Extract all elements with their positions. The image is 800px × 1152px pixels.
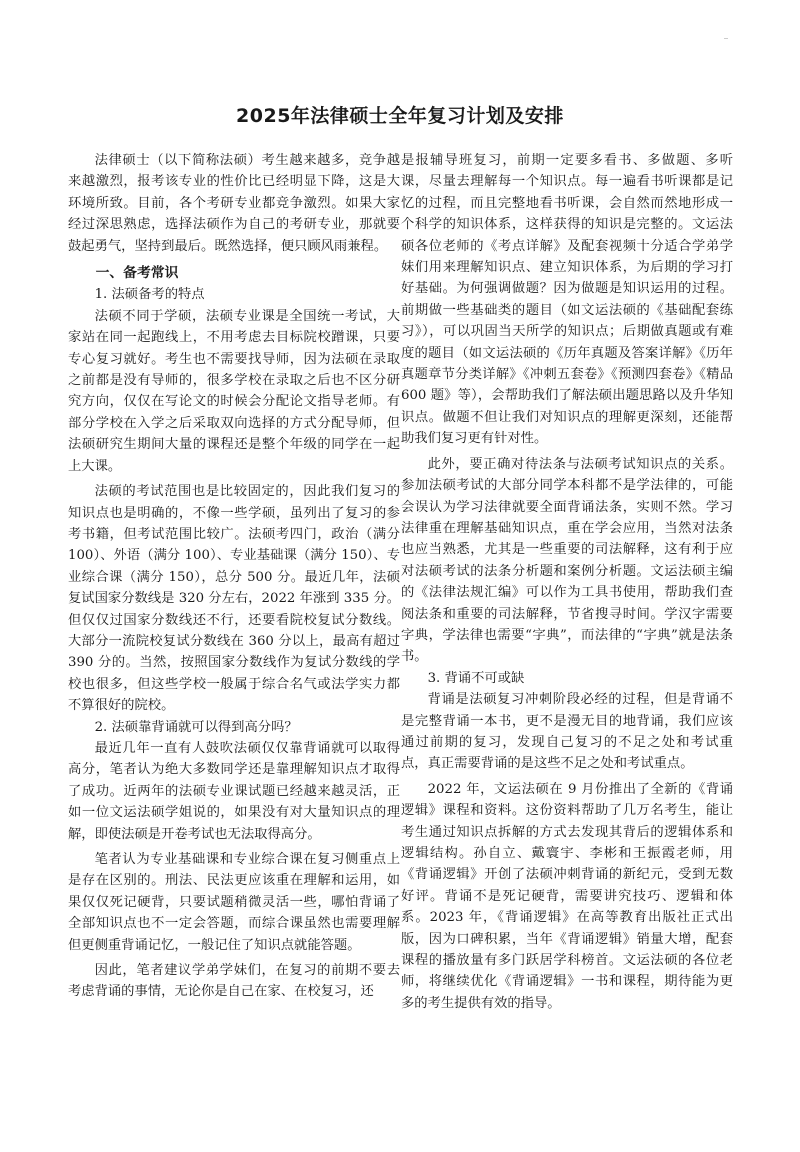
- subheading-recitation: 3. 背诵不可或缺: [427, 670, 525, 686]
- paragraph: 笔者认为专业基础课和专业综合课在复习侧重点上是存在区别的。刑法、民法更应该重在理解和运用，如果仅仅死记硬背，只要试题稍微灵活一些，哪怕背诵了全部知识点也不一定会答题，而综合课虽然也需要理解但更侧重背诵记忆，一般记住了知识点就能答题。: [68, 852, 400, 953]
- document-title: 2025年法律硕士全年复习计划及安排: [236, 105, 564, 127]
- left-column: [68, 150, 400, 1003]
- paragraph: 背诵是法硕复习冲刺阶段必经的过程，但是背诵不是完整背诵一本书，更不是漫无目的地背诵，我们应该通过前期的复习，发现自己复习的不足之处和考试重点，真正需要背诵的是这些不足之处和考试重点。: [401, 692, 733, 772]
- paragraph-continued: 是报辅导班复习，前期一定要多看书、多做题、多听课，尽量去理解每一个知识点。每一遍看书听课都是记忆的过程，而且完整地看书听课，会自然而然地形成一个科学的知识体系，这样获得的知识是完整的。文运法硕各位老师的《考点详解》及配套视频十分适合学弟学妹们用来理解知识点、建立知识体系，为后期的学习打好基础。为何强调做题？因为做题是知识运用的过程。前期做一些基础类的题目（如文运法硕的《基础配套练习》），可以巩固当天所学的知识点；后期做真题或有难度的题目（如文运法硕的《历年真题及答案详解》《历年真题章节分类详解》《冲刺五套卷》《预测四套卷》《精品 600 题》等），会帮助我们了解法硕出题思路以及升华知识点。做题不但让我们对知识点的理解更深刻，还能帮助我们复习更有针对性。: [401, 153, 733, 447]
- subheading-memorization-question: 2. 法硕靠背诵就可以得到高分吗？: [94, 719, 298, 735]
- intro-paragraph: 法律硕士（以下简称法硕）考生越来越多，竞争越来越激烈，报考该专业的性价比已经明显下降，这是大环境所致。目前，各个考研专业都竞争激烈。如果大家经过深思熟虑，选择法硕作为自己的考研专业，那就要鼓起勇气，坚持到最后。既然选择，便只顾风雨兼程。: [68, 153, 400, 254]
- paragraph: 2022 年，文运法硕在 9 月份推出了全新的《背诵逻辑》课程和资料。这份资料帮助了几万名考生，能让考生通过知识点拆解的方式去发现其背后的逻辑体系和逻辑结构。孙自立、戴寰宇、李彬和王振霞老师，用《背诵逻辑》开创了法硕冲刺背诵的新纪元，受到无数好评。背诵不是死记硬背，需要讲究技巧、逻辑和体系。2023 年，《背诵逻辑》在高等教育出版社正式出版，因为口碑积累，当年《背诵逻辑》销量大增，配套课程的播放量有多门跃居学科榜首。文运法硕的各位老师，将继续优化《背诵逻辑》一书和课程，期待能为更多的考生提供有效的指导。: [401, 781, 733, 1011]
- page-corner-mark: [724, 38, 728, 39]
- section-heading-exam-basics: 一、备考常识: [95, 265, 179, 282]
- right-column: [401, 150, 733, 1014]
- paragraph: 因此，笔者建议学弟学妹们，在复习的前期不要去考虑背诵的事情，无论你是自己在家、在校复习，还: [68, 963, 400, 1000]
- paragraph: 法硕不同于学硕，法硕专业课是全国统一考试，大家站在同一起跑线上，不用考虑去目标院校蹭课，只要专心复习就好。考生也不需要找导师，因为法硕在录取之前都是没有导师的，很多学校在录取之后也不区分研究方向，仅仅在写论文的时候会分配论文指导老师。有部分学校在入学之后采取双向选择的方式分配导师，但法硕研究生期间大量的课程还是整个年级的同学在一起上大课。: [68, 308, 400, 474]
- paragraph: 法硕的考试范围也是比较固定的，因此我们复习的知识点也是明确的，不像一些学硕，虽列出了复习的参考书籍，但考试范围比较广。法硕考四门，政治（满分 100）、外语（满分 100）、专业基础课（满分 150）、专业综合课（满分 150），总分 500 分。最近几年，法硕复试国家分数线是 320 分左右，2022 年涨到 335 分。但仅仅过国家分数线还不行，还要看院校复试分数线。大部分一流院校复试分数线在 360 分以上，最高有超过 390 分的。当然，按照国家分数线作为复试分数线的学校也很多，但这些学校一般属于综合名气或法学实力都不算很好的院校。: [68, 484, 400, 714]
- paragraph: 此外，要正确对待法条与法硕考试知识点的关系。参加法硕考试的大部分同学本科都不是学法律的，可能会误认为学习法律就要全面背诵法条，实则不然。学习法律重在理解基础知识点，重在学会应用，当然对法条也应当熟悉，尤其是一些重要的司法解释，这有利于应对法硕考试的法条分析题和案例分析题。文运法硕主编的《法律法规汇编》可以作为工具书使用，帮助我们查阅法条和重要的司法解释，节省搜寻时间。学汉字需要字典，学法律也需要“字典”，而法律的“字典”就是法条书。: [401, 456, 733, 665]
- paragraph: 最近几年一直有人鼓吹法硕仅仅靠背诵就可以取得高分，笔者认为绝大多数同学还是靠理解知识点才取得了成功。近两年的法硕专业课试题已经越来越灵活，正如一位文运法硕学姐说的，如果没有对大量知识点的理解，即使法硕是开卷考试也无法取得高分。: [68, 740, 400, 842]
- subheading-features: 1. 法硕备考的特点: [94, 287, 205, 303]
